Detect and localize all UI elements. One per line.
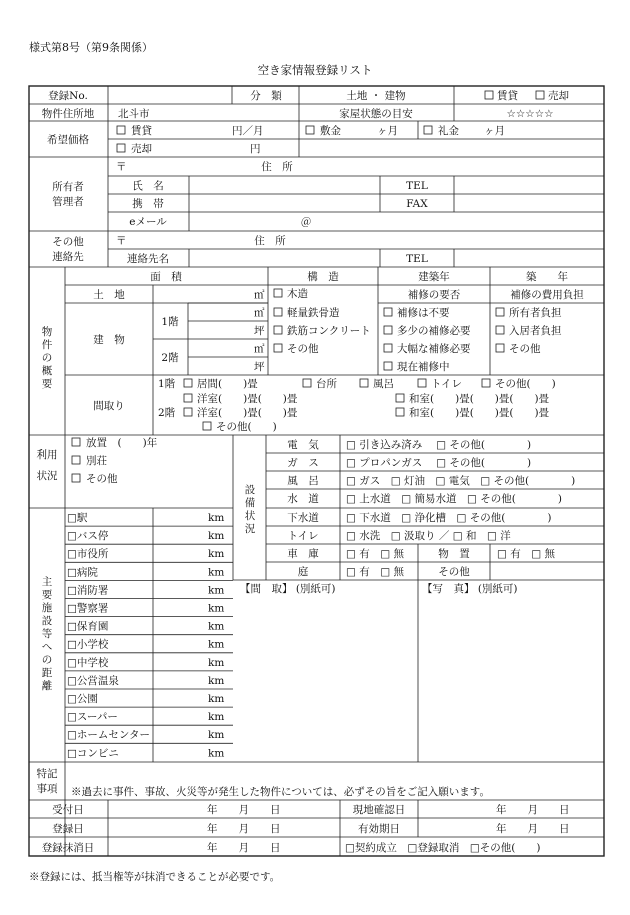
cost-tenant-label: 入居者負担 xyxy=(509,325,562,337)
madori-western2-checkbox[interactable] xyxy=(184,408,192,416)
floor1-m2-unit: ㎡ xyxy=(254,307,265,319)
facility-gas-label: ガ ス xyxy=(287,457,319,469)
distance-label xyxy=(42,576,53,692)
land-label: 土 地 xyxy=(93,289,125,301)
valid-until-value[interactable]: 年 月 日 xyxy=(496,823,570,835)
usage-other-checkbox[interactable] xyxy=(72,474,80,482)
distance-unit: km xyxy=(208,693,225,705)
distance-item-label[interactable]: □中学校 xyxy=(67,656,109,669)
received-date-value[interactable]: 年 月 日 xyxy=(207,804,281,816)
madori-japanese1-label: 和室( )畳( )畳( )畳 xyxy=(409,393,550,405)
svg-text:離: 離 xyxy=(41,680,53,692)
yen-per-month-unit: 円／月 xyxy=(232,125,264,137)
facility-garage-label: 車 庫 xyxy=(287,548,319,560)
facility-sewer-label: 下水道 xyxy=(287,512,319,524)
svg-text:件: 件 xyxy=(41,339,53,351)
svg-text:要: 要 xyxy=(41,589,53,601)
distance-unit: km xyxy=(208,711,225,724)
site-check-date-value[interactable]: 年 月 日 xyxy=(496,804,570,816)
svg-text:状: 状 xyxy=(244,510,256,522)
facility-garden-label: 庭 xyxy=(297,566,309,578)
madori-label: 間取り xyxy=(93,400,125,412)
distance-unit: km xyxy=(208,638,225,651)
structure-checkbox-wood[interactable] xyxy=(274,289,282,297)
owner-label-2: 管理者 xyxy=(52,196,84,208)
distance-item-label[interactable]: □公園 xyxy=(67,693,98,705)
distance-item-label[interactable]: □公営温泉 xyxy=(67,674,119,687)
repair-header: 補修の要否 xyxy=(407,289,461,301)
distance-item-label[interactable]: □コンビニ xyxy=(67,747,119,760)
registered-date-label: 登録日 xyxy=(52,823,84,835)
footnote: ※登録には、抵当権等が抹消できることが必要です。 xyxy=(29,871,281,883)
contact-label-1: その他 xyxy=(52,236,84,248)
registered-date-value[interactable]: 年 月 日 xyxy=(207,823,281,835)
distance-unit: km xyxy=(208,584,225,597)
remarks-text: ※過去に事件、事故、火災等が発生した物件については、必ずその旨をご記入願います。 xyxy=(71,786,490,798)
repair-minor-label: 多少の補修必要 xyxy=(397,325,471,337)
usage-other-label: その他 xyxy=(86,473,118,485)
madori-kitchen-label: 台所 xyxy=(316,378,337,390)
usage-vacant-checkbox[interactable] xyxy=(72,438,80,446)
distance-unit: km xyxy=(208,729,225,742)
svg-text:へ: へ xyxy=(41,641,53,653)
reikin-label: 礼金 xyxy=(438,125,459,137)
svg-text:距: 距 xyxy=(41,667,53,679)
owner-fax-label: FAX xyxy=(406,198,428,210)
structure-other-label: その他 xyxy=(287,343,319,355)
price-chintai-label: 賃貸 xyxy=(131,125,152,137)
cost-owner-label: 所有者負担 xyxy=(509,307,562,319)
svg-text:概: 概 xyxy=(41,365,53,377)
facility-gas-options[interactable]: □ プロパンガス □ その他( ) xyxy=(346,457,532,469)
svg-text:備: 備 xyxy=(244,497,256,509)
form-number: 様式第8号（第9条関係） xyxy=(29,41,153,54)
distance-item-label[interactable]: □警察署 xyxy=(67,602,109,615)
cost-checkbox-tenant[interactable] xyxy=(496,326,504,334)
distance-unit: km xyxy=(208,602,225,615)
repair-ongoing-label: 現在補修中 xyxy=(397,361,450,373)
madori-other2-checkbox[interactable] xyxy=(203,422,211,430)
cost-checkbox-owner[interactable] xyxy=(496,308,504,316)
owner-postal-mark: 〒 xyxy=(116,161,127,173)
distance-unit: km xyxy=(208,747,225,760)
distance-unit: km xyxy=(208,566,225,579)
structure-checkbox-rc[interactable] xyxy=(274,326,282,334)
reg-no-label: 登録No. xyxy=(48,90,88,102)
svg-text:設: 設 xyxy=(41,615,53,627)
distance-item-label[interactable]: □市役所 xyxy=(67,548,109,561)
structure-checkbox-steel[interactable] xyxy=(274,308,282,316)
land-building-label: 土地 ・ 建物 xyxy=(346,90,406,102)
distance-unit: km xyxy=(208,548,225,561)
madori-living-checkbox[interactable] xyxy=(184,379,192,387)
facility-toilet-options[interactable]: □ 水洗 □ 汲取り ／ □ 和 □ 洋 xyxy=(346,530,511,542)
facility-toilet-label: トイレ xyxy=(287,530,319,542)
facility-electric-options[interactable]: □ 引き込み済み □ その他( ) xyxy=(346,439,532,451)
madori-japanese2-label: 和室( )畳( )畳( )畳 xyxy=(409,407,550,419)
distance-item-label[interactable]: □駅 xyxy=(67,512,88,524)
madori-toilet-label: トイレ xyxy=(431,378,462,390)
land-m2-unit: ㎡ xyxy=(254,289,265,301)
building-label: 建 物 xyxy=(93,334,125,346)
distance-unit: km xyxy=(208,620,225,633)
owner-mobile-label: 携 帯 xyxy=(132,198,164,210)
condition-label: 家屋状態の目安 xyxy=(339,108,413,120)
facility-water-options[interactable]: □ 上水道 □ 簡易水道 □ その他( ) xyxy=(346,493,562,505)
distance-item-label[interactable]: □スーパー xyxy=(67,711,118,724)
floor-plan-label: 【間 取】 (別紙可) xyxy=(240,583,336,595)
contact-tel-label: TEL xyxy=(406,253,428,265)
shikikin-checkbox[interactable] xyxy=(306,126,314,134)
yen-unit: 円 xyxy=(250,143,261,155)
svg-text:設: 設 xyxy=(244,484,256,496)
received-date-label: 受付日 xyxy=(52,804,84,816)
cost-checkbox-other[interactable] xyxy=(496,344,504,352)
svg-text:の: の xyxy=(41,654,53,666)
facility-other-label: その他 xyxy=(438,566,470,578)
email-at-mark: ＠ xyxy=(300,216,312,228)
condition-stars[interactable]: ☆☆☆☆☆ xyxy=(506,108,554,120)
structure-checkbox-other[interactable] xyxy=(274,344,282,352)
madori-western1-label: 洋室( )畳( )畳 xyxy=(197,393,298,405)
shikikin-label: 敷金 xyxy=(320,125,341,137)
remarks-label-2: 事項 xyxy=(36,783,58,795)
madori-floor1-label: 1階 xyxy=(158,378,176,390)
overview-label xyxy=(42,325,53,390)
photo-label: 【写 真】 (別紙可) xyxy=(422,583,518,595)
madori-kitchen-checkbox[interactable] xyxy=(303,379,311,387)
madori-toilet-checkbox[interactable] xyxy=(418,379,426,387)
structure-rc-label: 鉄筋コンクリート xyxy=(287,325,371,337)
distance-item-label[interactable]: □バス停 xyxy=(67,530,109,543)
baikyaku-checkbox[interactable] xyxy=(536,91,544,99)
usage-villa-checkbox[interactable] xyxy=(72,456,80,464)
facility-garage-options[interactable]: □ 有 □ 無 xyxy=(346,548,405,560)
contact-postal-mark: 〒 xyxy=(116,235,127,247)
svg-text:の: の xyxy=(41,352,53,364)
contact-label-2: 連絡先 xyxy=(52,251,84,263)
price-label: 希望価格 xyxy=(47,134,89,146)
madori-japanese2-checkbox[interactable] xyxy=(396,408,404,416)
price-chintai-checkbox[interactable] xyxy=(117,126,125,134)
area-header: 面 積 xyxy=(150,271,182,283)
cancel-reason-options[interactable]: □契約成立 □登録取消 □その他( ) xyxy=(345,842,541,854)
reikin-checkbox[interactable] xyxy=(424,126,432,134)
chintai-checkbox[interactable] xyxy=(485,91,493,99)
repair-major-label: 大幅な補修必要 xyxy=(397,343,471,355)
address-label: 物件住所地 xyxy=(41,108,95,120)
madori-other2-label: その他( ) xyxy=(216,421,277,433)
cost-other-label: その他 xyxy=(509,343,541,355)
owner-name-label: 氏 名 xyxy=(132,180,164,192)
facility-storage-label: 物 置 xyxy=(438,548,470,560)
contact-address-label: 住 所 xyxy=(254,235,286,247)
reikin-months-unit: ヶ月 xyxy=(484,125,505,137)
city-value: 北斗市 xyxy=(118,108,150,120)
madori-other1-label: その他( ) xyxy=(495,378,556,390)
age-header: 築 年 xyxy=(526,271,568,283)
distance-unit: km xyxy=(208,530,225,543)
facility-garden-options[interactable]: □ 有 □ 無 xyxy=(346,566,405,578)
svg-text:物: 物 xyxy=(41,326,53,338)
madori-western1-checkbox[interactable] xyxy=(184,394,192,402)
usage-label-2: 状況 xyxy=(36,470,58,482)
repair-none-label: 補修は不要 xyxy=(397,307,450,319)
facility-bath-options[interactable]: □ ガス □ 灯油 □ 電気 □ その他( ) xyxy=(346,475,576,487)
cancelled-date-label: 登録抹消日 xyxy=(41,842,95,854)
facility-sewer-options[interactable]: □ 下水道 □ 浄化槽 □ その他( ) xyxy=(346,512,552,524)
madori-bath-label: 風呂 xyxy=(373,378,394,390)
distance-item-label[interactable]: □小学校 xyxy=(67,638,109,651)
madori-japanese1-checkbox[interactable] xyxy=(396,394,404,402)
usage-villa-label: 別荘 xyxy=(86,455,107,467)
form-title: 空き家情報登録リスト xyxy=(257,63,373,77)
madori-bath-checkbox[interactable] xyxy=(360,379,368,387)
structure-steel-label: 軽量鉄骨造 xyxy=(287,307,340,319)
floor1-tsubo-unit: 坪 xyxy=(254,325,265,337)
valid-until-label: 有効期日 xyxy=(358,823,400,835)
facility-storage-options[interactable]: □ 有 □ 無 xyxy=(497,548,556,560)
owner-tel-label: TEL xyxy=(406,180,428,192)
svg-text:況: 況 xyxy=(244,523,256,535)
floor2-label: 2階 xyxy=(161,352,179,364)
built-year-header: 建築年 xyxy=(418,271,450,283)
remarks-label-1: 特記 xyxy=(36,768,58,780)
bunrui-label: 分 類 xyxy=(250,90,282,102)
svg-text:要: 要 xyxy=(41,378,53,390)
owner-label-1: 所有者 xyxy=(52,181,84,193)
distance-unit: km xyxy=(208,512,225,524)
floor2-tsubo-unit: 坪 xyxy=(254,361,265,373)
madori-other1-checkbox[interactable] xyxy=(482,379,490,387)
shikikin-months-unit: ヶ月 xyxy=(377,125,398,137)
structure-wood-label: 木造 xyxy=(287,288,308,300)
repair-checkbox-none[interactable] xyxy=(384,308,392,316)
repair-checkbox-ongoing[interactable] xyxy=(384,362,392,370)
facilities-label xyxy=(245,484,256,535)
price-baikyaku-checkbox[interactable] xyxy=(117,144,125,152)
facility-electric-label: 電 気 xyxy=(287,439,319,451)
distance-item-label[interactable]: □消防署 xyxy=(67,584,109,597)
svg-text:施: 施 xyxy=(41,602,53,614)
svg-text:主: 主 xyxy=(41,576,53,588)
cancelled-date-value[interactable]: 年 月 日 xyxy=(207,842,281,854)
floor2-m2-unit: ㎡ xyxy=(254,343,265,355)
distance-item-label[interactable]: □病院 xyxy=(67,566,98,579)
madori-western2-label: 洋室( )畳( )畳 xyxy=(197,407,298,419)
distance-item-label[interactable]: □保育園 xyxy=(67,620,109,633)
price-baikyaku-label: 売却 xyxy=(131,143,152,155)
repair-cost-header: 補修の費用負担 xyxy=(510,289,584,301)
site-check-date-label: 現地確認日 xyxy=(352,804,406,816)
madori-floor2-label: 2階 xyxy=(158,407,176,419)
svg-text:等: 等 xyxy=(41,628,53,640)
structure-header: 構 造 xyxy=(307,271,339,283)
distance-rows xyxy=(65,512,233,759)
floor1-label: 1階 xyxy=(161,316,179,328)
repair-checkbox-minor[interactable] xyxy=(384,326,392,334)
baikyaku-label: 売却 xyxy=(548,90,569,102)
usage-label-1: 利用 xyxy=(36,449,58,461)
facility-water-label: 水 道 xyxy=(287,493,319,505)
owner-address-label: 住 所 xyxy=(261,161,293,173)
repair-checkbox-major[interactable] xyxy=(384,344,392,352)
madori-living-label: 居間( )畳 xyxy=(197,378,258,390)
distance-unit: km xyxy=(208,656,225,669)
chintai-label: 賃貸 xyxy=(497,90,518,102)
facility-bath-label: 風 呂 xyxy=(287,475,319,487)
usage-vacant-label: 放置 ( )年 xyxy=(86,437,158,449)
contact-name-label: 連絡先名 xyxy=(127,253,169,265)
owner-email-label: eメール xyxy=(129,216,167,228)
distance-unit: km xyxy=(208,674,225,687)
distance-item-label[interactable]: □ホームセンター xyxy=(67,729,151,742)
